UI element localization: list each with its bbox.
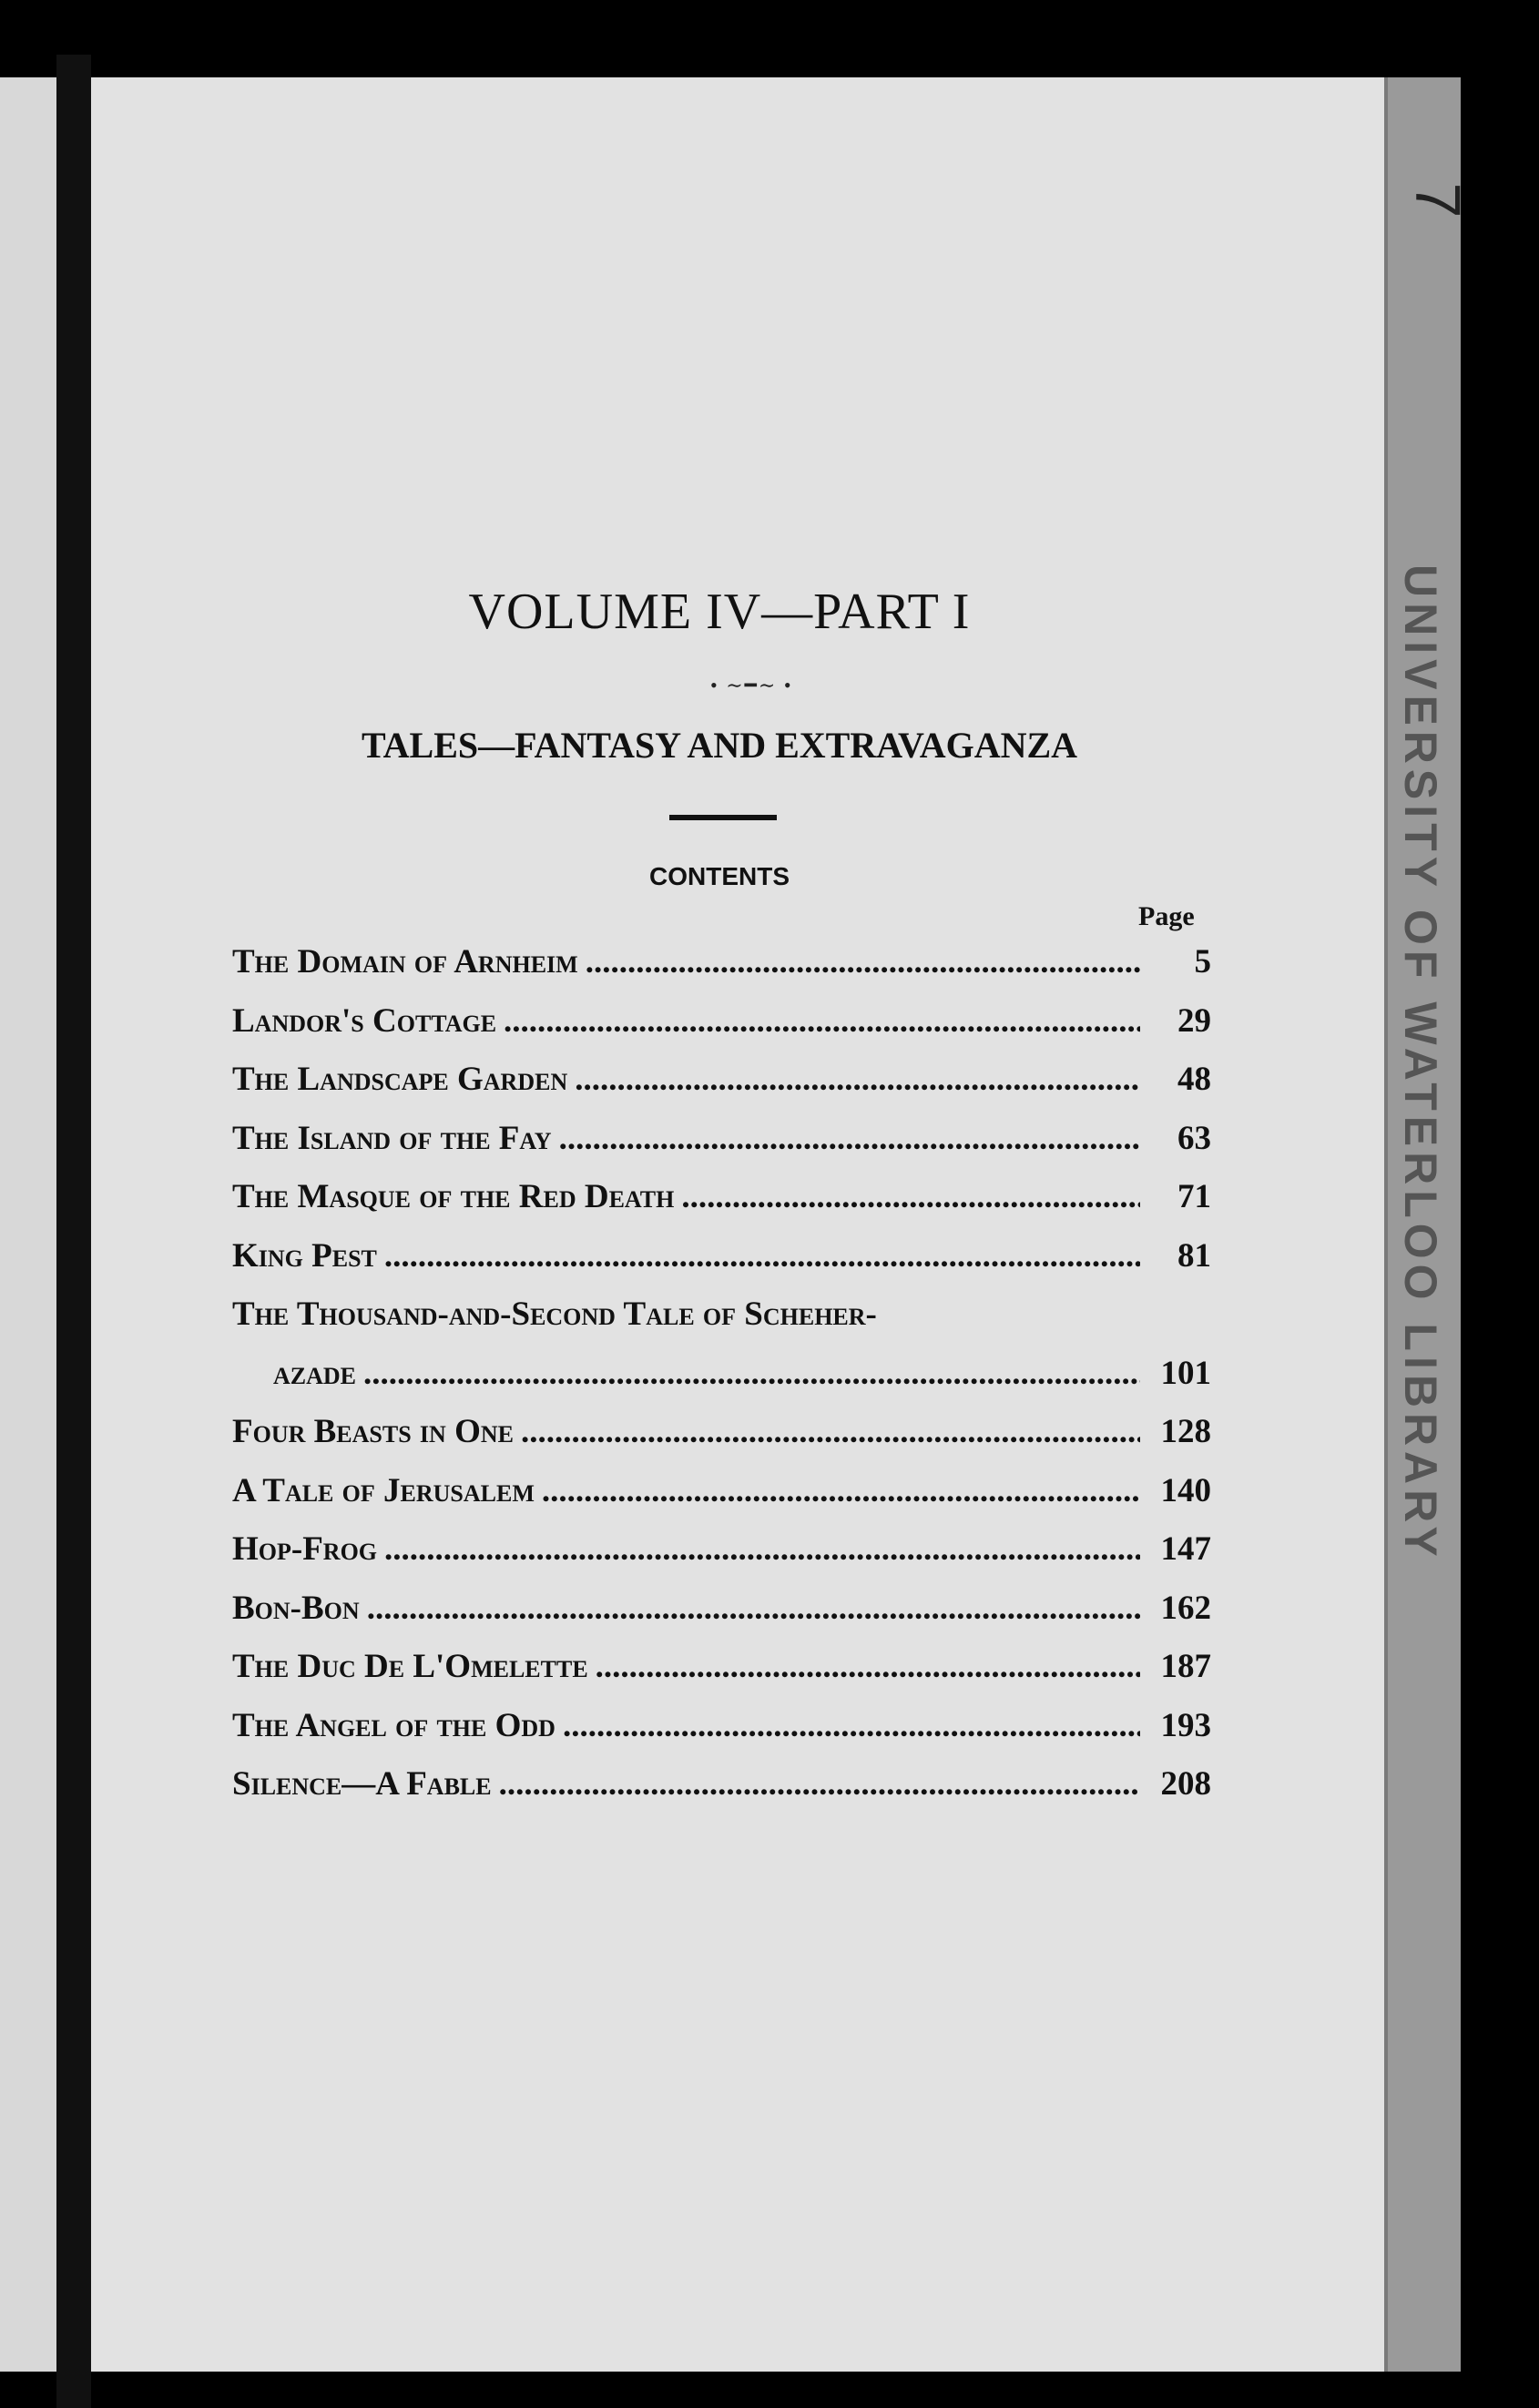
dot-leader bbox=[559, 1110, 1140, 1169]
toc-entry bbox=[232, 992, 1211, 1052]
contents-heading: CONTENTS bbox=[649, 862, 790, 890]
dot-leader bbox=[521, 1403, 1140, 1462]
toc-entry-page: 147 bbox=[1160, 1530, 1211, 1568]
dot-leader bbox=[586, 933, 1140, 992]
toc-entry-page: 71 bbox=[1177, 1178, 1211, 1215]
toc-entry-title: Four Beasts in One bbox=[232, 1413, 514, 1450]
library-spine-stamp: UNIVERSITY OF WATERLOO LIBRARY bbox=[1395, 564, 1446, 1562]
toc-entry-page: 63 bbox=[1177, 1119, 1211, 1157]
toc-entry-title: azade bbox=[273, 1354, 357, 1392]
toc-entry bbox=[232, 1580, 1211, 1639]
toc-entry bbox=[232, 1638, 1211, 1697]
toc-entry-title: The Duc De L'Omelette bbox=[232, 1648, 588, 1685]
toc-entry-title: The Angel of the Odd bbox=[232, 1706, 555, 1744]
rule-divider bbox=[669, 815, 777, 820]
dot-leader bbox=[563, 1697, 1140, 1756]
dot-leader bbox=[575, 1051, 1140, 1110]
toc-entry bbox=[232, 1403, 1211, 1462]
toc-entry-title: The Masque of the Red Death bbox=[232, 1178, 675, 1215]
toc-entry-title: Landor's Cottage bbox=[232, 1001, 497, 1040]
dot-leader bbox=[681, 1168, 1140, 1227]
toc-entry bbox=[232, 1227, 1211, 1286]
toc-entry-page: 81 bbox=[1177, 1236, 1211, 1275]
toc-entry-title: The Landscape Garden bbox=[232, 1061, 568, 1098]
toc-entry-title: Hop-Frog bbox=[232, 1530, 378, 1568]
toc-entry-page: 162 bbox=[1160, 1589, 1211, 1627]
dot-leader bbox=[504, 992, 1140, 1052]
toc-entry-page: 140 bbox=[1160, 1471, 1211, 1509]
page-column-label: Page bbox=[1138, 901, 1195, 931]
toc-entry-title: King Pest bbox=[232, 1236, 377, 1275]
book-page bbox=[91, 77, 1393, 2372]
toc-entry-continued bbox=[232, 1345, 1211, 1404]
corner-mark: 7 bbox=[1402, 182, 1474, 218]
toc-entry-page: 101 bbox=[1160, 1354, 1211, 1392]
toc-entry bbox=[232, 1051, 1211, 1110]
toc-entry bbox=[232, 1285, 1211, 1345]
toc-entry bbox=[232, 1110, 1211, 1169]
toc-entry-page: 128 bbox=[1160, 1413, 1211, 1450]
toc-entry bbox=[232, 1168, 1211, 1227]
toc-entry-page: 187 bbox=[1160, 1648, 1211, 1685]
toc-entry bbox=[232, 933, 1211, 992]
toc-entry bbox=[232, 1755, 1211, 1814]
dot-leader bbox=[499, 1755, 1140, 1814]
dot-leader bbox=[363, 1345, 1140, 1404]
toc-entry-title: The Domain of Arnheim bbox=[232, 943, 578, 980]
binding-gutter bbox=[56, 55, 91, 2408]
table-of-contents bbox=[232, 933, 1211, 1814]
toc-entry-title: The Island of the Fay bbox=[232, 1119, 552, 1157]
volume-title: VOLUME IV—PART I bbox=[468, 584, 971, 640]
toc-entry bbox=[232, 1697, 1211, 1756]
section-title: TALES—FANTASY AND EXTRAVAGANZA bbox=[361, 725, 1078, 766]
left-page-edge bbox=[0, 77, 56, 2372]
dot-leader bbox=[596, 1638, 1140, 1697]
toc-entry-title: Silence—A Fable bbox=[232, 1765, 492, 1803]
toc-entry bbox=[232, 1520, 1211, 1580]
dot-leader bbox=[384, 1520, 1140, 1580]
toc-entry-title: A Tale of Jerusalem bbox=[232, 1471, 535, 1509]
toc-entry-page: 5 bbox=[1194, 943, 1211, 980]
toc-entry bbox=[232, 1462, 1211, 1521]
toc-entry-title: Bon-Bon bbox=[232, 1589, 360, 1627]
toc-entry-page: 29 bbox=[1177, 1001, 1211, 1040]
toc-entry-page: 208 bbox=[1160, 1765, 1211, 1803]
toc-entry-page: 193 bbox=[1160, 1706, 1211, 1744]
ornament-divider: • ∼━∼ • bbox=[710, 674, 793, 696]
toc-entry-title: The Thousand-and-Second Tale of Scheher- bbox=[232, 1295, 877, 1333]
dot-leader bbox=[384, 1227, 1140, 1286]
dot-leader bbox=[367, 1580, 1140, 1639]
dot-leader bbox=[542, 1462, 1140, 1521]
toc-entry-page: 48 bbox=[1177, 1061, 1211, 1098]
